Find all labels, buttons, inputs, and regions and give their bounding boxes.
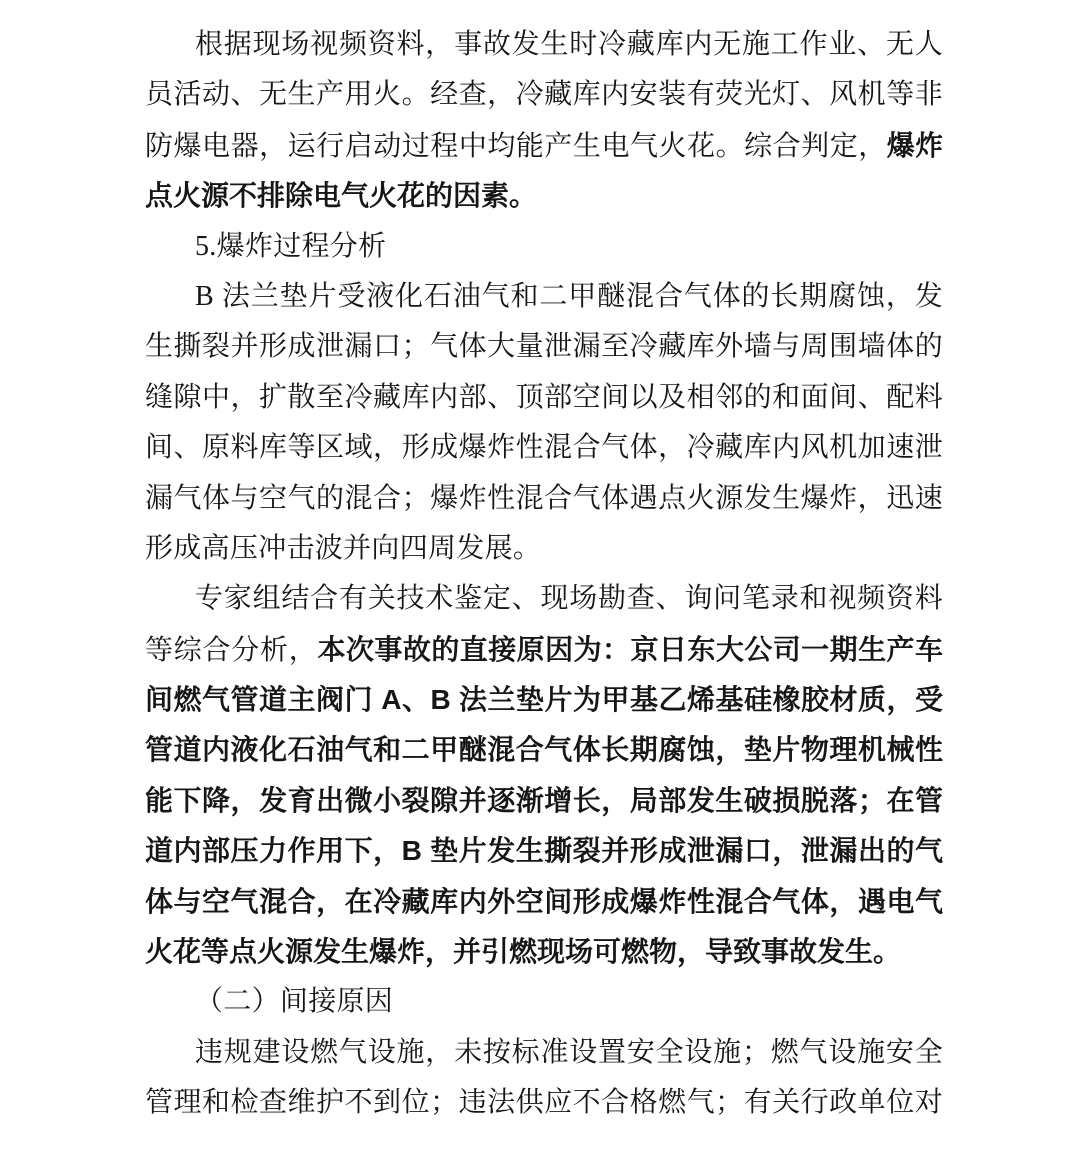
text-segment: （二）间接原因 [195,986,394,1018]
text-line [145,121,943,171]
text-segment: 间燃气管道主阀门 A、B 法兰垫片为甲基乙烯基硅橡胶材质，受 [145,684,943,716]
text-segment: 员活动、无生产用火。经查，冷藏库内安装有荧光灯、风机等非 [145,79,943,111]
text-segment: 形成高压冲击波并向四周发展。 [145,532,542,564]
text-segment: B 法兰垫片受液化石油气和二甲醚混合气体的长期腐蚀，发 [195,280,943,312]
text-segment: 生撕裂并形成泄漏口；气体大量泄漏至冷藏库外墙与周围墙体的 [145,331,943,363]
text-segment: 管道内液化石油气和二甲醚混合气体长期腐蚀，垫片物理机械性 [145,734,943,766]
text-line [145,1078,943,1128]
text-segment: 根据现场视频资料，事故发生时冷藏库内无施工作业、无人 [195,29,943,60]
text-line [145,524,943,574]
text-line [145,474,943,524]
text-segment: 爆炸 [886,129,943,161]
text-segment: 道内部压力作用下，B 垫片发生撕裂并形成泄漏口，泄漏出的气 [145,835,943,867]
text-line [145,725,943,775]
text-segment: 等综合分析， [145,634,318,666]
text-line [145,574,943,624]
text-segment: 防爆电器，运行启动过程中均能产生电气火花。综合判定， [145,130,887,162]
text-line [145,625,943,675]
text-segment: 体与空气混合，在冷藏库内外空间形成爆炸性混合气体，遇电气 [145,885,943,917]
text-line [145,171,943,221]
text-segment: 违规建设燃气设施，未按标准设置安全设施；燃气设施安全 [195,1036,943,1068]
text-line [145,826,943,876]
text-line [145,675,943,725]
text-segment: 专家组结合有关技术鉴定、现场勘查、询问笔录和视频资料 [195,583,943,615]
text-line [145,272,943,322]
text-line [145,927,943,977]
text-segment: 漏气体与空气的混合；爆炸性混合气体遇点火源发生爆炸，迅速 [145,482,943,514]
text-line [145,1028,943,1078]
text-line [145,977,943,1027]
text-segment: 间、原料库等区域，形成爆炸性混合气体，冷藏库内风机加速泄 [145,432,943,464]
text-segment: 本次事故的直接原因为：京日东大公司一期生产车 [317,633,943,665]
text-segment: 管理和检查维护不到位；违法供应不合格燃气；有关行政单位对 [145,1087,943,1119]
text-line [145,70,943,120]
text-line [145,322,943,372]
text-segment: 火花等点火源发生爆炸，并引燃现场可燃物，导致事故发生。 [145,936,902,968]
text-segment: 点火源不排除电气火花的因素。 [145,180,538,212]
text-line [145,877,943,927]
text-segment: 5.爆炸过程分析 [195,230,387,262]
text-line [145,423,943,473]
text-line [145,20,943,70]
text-line [145,776,943,826]
text-segment: 能下降，发育出微小裂隙并逐渐增长，局部发生破损脱落；在管 [145,784,943,816]
document-text-block [145,20,943,1129]
text-line [145,222,943,272]
text-segment: 缝隙中，扩散至冷藏库内部、顶部空间以及相邻的和面间、配料 [145,381,943,413]
text-line [145,373,943,423]
